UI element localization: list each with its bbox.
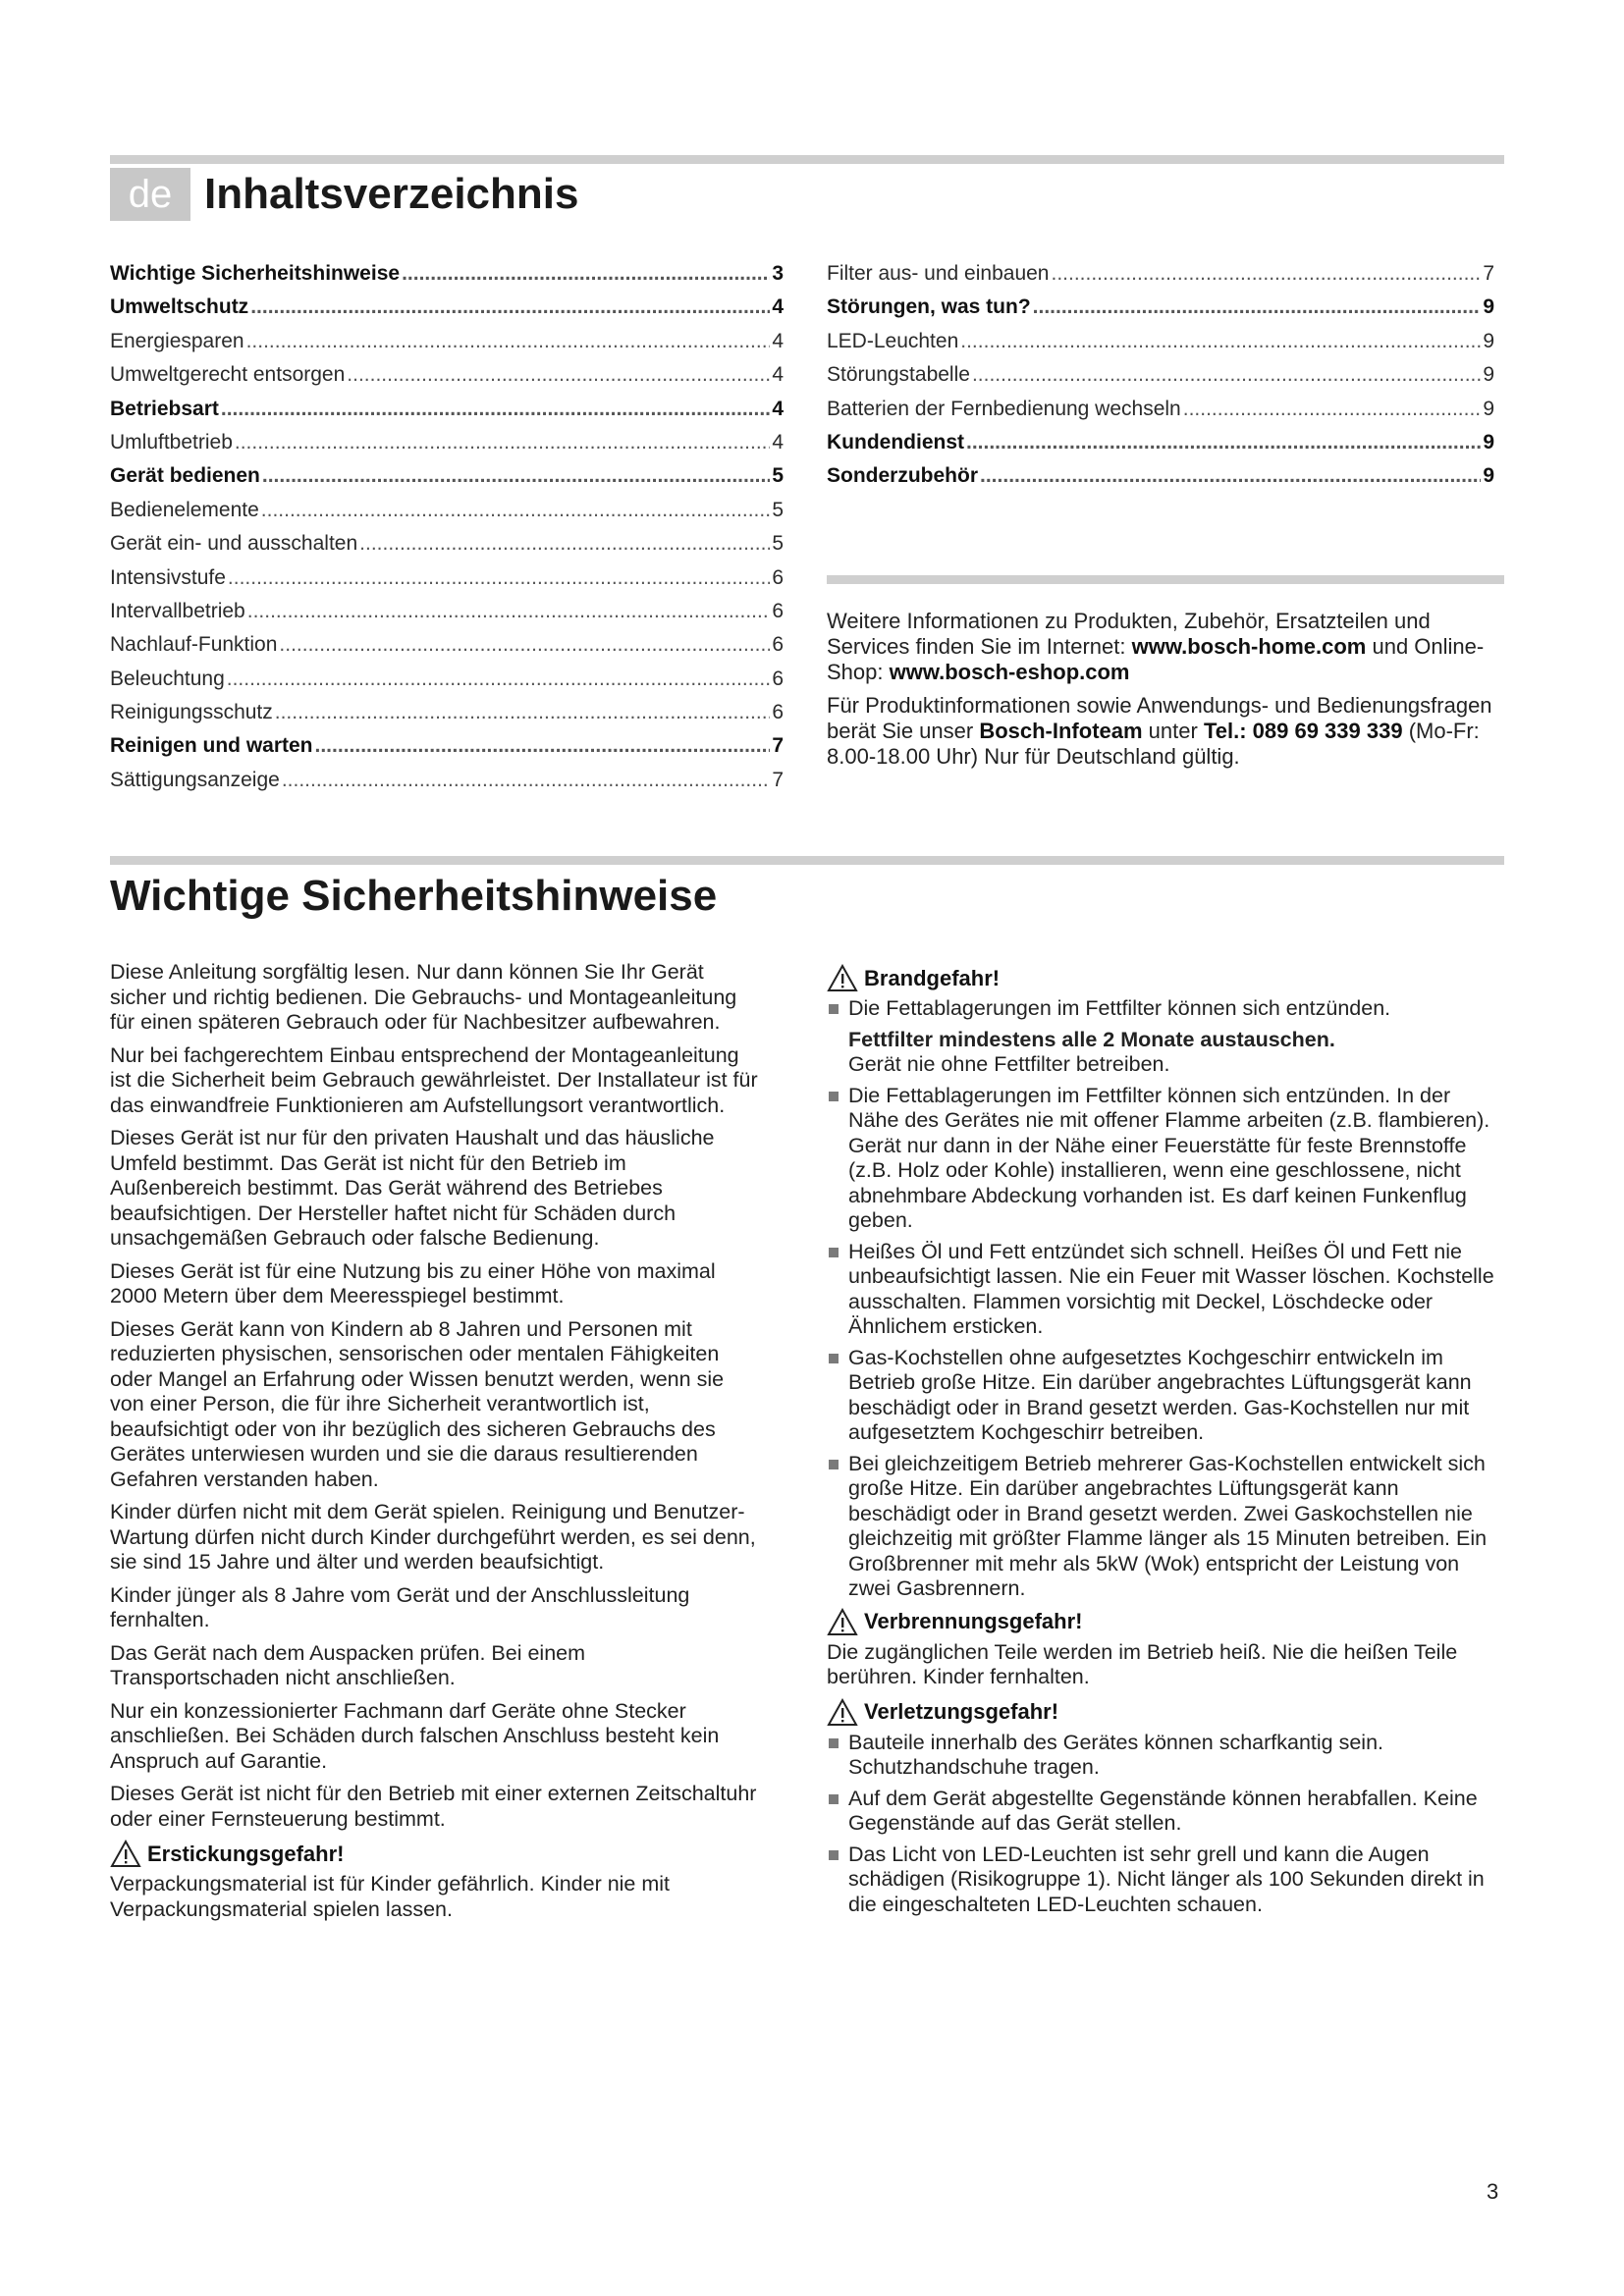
- toc-entry[interactable]: Störungen, was tun? ..... 9: [827, 291, 1494, 324]
- bullet-square-icon: [829, 1004, 839, 1014]
- safety-left-column: [110, 960, 758, 1930]
- bold-instruction: Fettfilter mindestens alle 2 Monate austauschen.: [848, 1027, 1335, 1051]
- page-number: 3: [1487, 2179, 1499, 2204]
- list-item: Auf dem Gerät abgestellte Gegenstände können herabfallen. Keine Gegenstände auf das Gerät stellen.: [827, 1787, 1504, 1837]
- toc-title: Inhaltsverzeichnis: [204, 170, 579, 218]
- safety-right-column: [827, 960, 1504, 1923]
- info-box: [827, 609, 1504, 777]
- list-item: Bauteile innerhalb des Gerätes können scharfkantig sein. Schutzhandschuhe tragen.: [827, 1731, 1504, 1781]
- paragraph: Die zugänglichen Teile werden im Betrieb heiß. Nie die heißen Teile berühren. Kinder fernhalten.: [827, 1639, 1458, 1688]
- warning-triangle-icon: [827, 964, 858, 992]
- list-item: Heißes Öl und Fett entzündet sich schnell. Heißes Öl und Fett nie unbeaufsichtigt lassen. Nie ein Feuer mit Wasser löschen. Kochstelle ausschalten. Flammen vorsichtig mit Deckel, Löschdecke oder Ähnlichem ersticken.: [827, 1240, 1504, 1340]
- toc-entry[interactable]: Umweltgerecht entsorgen ..... 4: [110, 358, 784, 392]
- toc-entry[interactable]: Reinigungsschutz ..... 6: [110, 696, 784, 729]
- paragraph: Nur bei fachgerechtem Einbau entsprechend der Montageanleitung ist die Sicherheit beim Gebrauch gewährleistet. Der Installateur ist für das einwandfreie Funktionieren am Aufstellungsort verantwortlich.: [110, 1042, 758, 1117]
- toc-entry[interactable]: Betriebsart ..... 4: [110, 393, 784, 426]
- bullet-square-icon: [829, 1794, 839, 1804]
- toc-entry[interactable]: Störungstabelle ..... 9: [827, 358, 1494, 392]
- bullet-square-icon: [829, 1092, 839, 1101]
- paragraph: Nur ein konzessionierter Fachmann darf Geräte ohne Stecker anschließen. Bei Schäden durch falschen Anschluss besteht kein Anspruch auf Garantie.: [110, 1698, 720, 1773]
- fire-warning-heading: Brandgefahr!: [827, 964, 1504, 992]
- bullet-square-icon: [829, 1738, 839, 1748]
- toc-entry[interactable]: Gerät bedienen ..... 5: [110, 459, 784, 493]
- paragraph: Kinder jünger als 8 Jahre vom Gerät und der Anschlussleitung fernhalten.: [110, 1582, 690, 1631]
- infoteam-name: Bosch-Infoteam: [979, 719, 1143, 743]
- toc-right-column: [827, 257, 1494, 494]
- paragraph: Dieses Gerät ist für eine Nutzung bis zu einer Höhe von maximal 2000 Metern über dem Meeresspiegel bestimmt.: [110, 1258, 716, 1308]
- toc-entry[interactable]: Beleuchtung ..... 6: [110, 663, 784, 696]
- toc-entry[interactable]: Batterien der Fernbedienung wechseln ..... 9: [827, 393, 1494, 426]
- paragraph: Verpackungsmaterial ist für Kinder gefährlich. Kinder nie mit Verpackungsmaterial spielen lassen.: [110, 1872, 671, 1921]
- section-rule: [110, 856, 1504, 865]
- paragraph: Dieses Gerät kann von Kindern ab 8 Jahren und Personen mit reduzierten physischen, sensorischen oder mentalen Fähigkeiten oder Mangel an Erfahrung oder Wissen benutzt werden, wenn sie von einer Person, die für ihre Sicherheit verantwortlich ist, beaufsichtigt oder von ihr bezüglich des sicheren Gebrauchs des Gerätes unterwiesen wurden und sie die daraus resultierenden Gefahren verstanden haben.: [110, 1316, 725, 1491]
- list-item: Gas-Kochstellen ohne aufgesetztes Kochgeschirr entwickeln im Betrieb große Hitze. Ein darüber angebrachtes Lüftungsgerät kann beschädigt oder in Brand gesetzt werden. Gas-Kochstellen nur mit aufgesetztem Kochgeschirr betreiben.: [827, 1346, 1504, 1446]
- info-paragraph: Für Produktinformationen sowie Anwendungs- und Bedienungsfragen berät Sie unser Bosch-Infoteam unter Tel.: 089 69 339 339 (Mo-Fr: 8.00-18.00 Uhr) Nur für Deutschland gültig.: [827, 693, 1492, 769]
- section-title: Wichtige Sicherheitshinweise: [110, 872, 718, 920]
- list-item: Das Licht von LED-Leuchten ist sehr grell und kann die Augen schädigen (Risikogruppe 1). Nicht länger als 100 Sekunden direkt in die eingeschalteten LED-Leuchten schauen.: [827, 1842, 1504, 1918]
- phone-number: Tel.: 089 69 339 339: [1203, 719, 1403, 743]
- toc-entry[interactable]: Intervallbetrieb ..... 6: [110, 595, 784, 628]
- warning-triangle-icon: [827, 1698, 858, 1727]
- language-badge: de: [110, 168, 190, 221]
- toc-entry[interactable]: Bedienelemente ..... 5: [110, 494, 784, 527]
- paragraph: Diese Anleitung sorgfältig lesen. Nur dann können Sie Ihr Gerät sicher und richtig bedienen. Die Gebrauchs- und Montageanleitung für einen späteren Gebrauch oder für Nachbesitzer aufbewahren.: [110, 960, 737, 1034]
- warning-triangle-icon: [827, 1608, 858, 1636]
- toc-entry[interactable]: Sättigungsanzeige ..... 7: [110, 764, 784, 797]
- toc-entry[interactable]: Energiesparen ..... 4: [110, 325, 784, 358]
- toc-entry[interactable]: Wichtige Sicherheitshinweise ..... 3: [110, 257, 784, 291]
- toc-entry[interactable]: Nachlauf-Funktion ..... 6: [110, 628, 784, 662]
- list-item: Die Fettablagerungen im Fettfilter können sich entzünden. In der Nähe des Gerätes nie mit offener Flamme arbeiten (z.B. flambieren). Gerät nur dann in der Nähe einer Feuerstätte für feste Brennstoffe (z.B. Holz oder Kohle) installieren, wenn eine geschlossene, nicht abnehmbare Abdeckung vorhanden ist. Es darf keinen Funkenflug geben.: [827, 1084, 1504, 1234]
- toc-left-column: [110, 257, 784, 797]
- bullet-square-icon: [829, 1850, 839, 1860]
- info-paragraph: Weitere Informationen zu Produkten, Zubehör, Ersatzteilen und Services finden Sie im Internet: www.bosch-home.com und Online-Shop: www.bosch-eshop.com: [827, 609, 1485, 684]
- toc-entry[interactable]: LED-Leuchten ..... 9: [827, 325, 1494, 358]
- toc-entry[interactable]: Umluftbetrieb ..... 4: [110, 426, 784, 459]
- toc-entry[interactable]: Intensivstufe ..... 6: [110, 561, 784, 595]
- bullet-square-icon: [829, 1460, 839, 1469]
- toc-entry[interactable]: Kundendienst ..... 9: [827, 426, 1494, 459]
- paragraph: Kinder dürfen nicht mit dem Gerät spielen. Reinigung und Benutzer-Wartung dürfen nicht durch Kinder durchgeführt werden, es sei denn, sie sind 15 Jahre und älter und werden beaufsichtigt.: [110, 1500, 756, 1574]
- warning-triangle-icon: [110, 1840, 141, 1868]
- injury-warning-heading: Verletzungsgefahr!: [827, 1698, 1504, 1727]
- suffocation-warning-heading: Erstickungsgefahr!: [110, 1840, 758, 1868]
- toc-entry[interactable]: Filter aus- und einbauen ..... 7: [827, 257, 1494, 291]
- website-link[interactable]: www.bosch-home.com: [1131, 634, 1367, 659]
- toc-entry[interactable]: Reinigen und warten ..... 7: [110, 729, 784, 763]
- note: Gerät nie ohne Fettfilter betreiben.: [848, 1052, 1170, 1076]
- toc-entry[interactable]: Umweltschutz ..... 4: [110, 291, 784, 324]
- toc-header: [110, 165, 578, 224]
- burn-warning-heading: Verbrennungsgefahr!: [827, 1608, 1504, 1636]
- paragraph: Das Gerät nach dem Auspacken prüfen. Bei einem Transportschaden nicht anschließen.: [110, 1640, 586, 1689]
- list-item: Die Fettablagerungen im Fettfilter können sich entzünden.: [827, 996, 1504, 1022]
- bullet-square-icon: [829, 1248, 839, 1257]
- toc-entry[interactable]: Gerät ein- und ausschalten ..... 5: [110, 527, 784, 561]
- list-item: Bei gleichzeitigem Betrieb mehrerer Gas-Kochstellen entwickelt sich große Hitze. Ein darüber angebrachtes Lüftungsgerät kann beschädigt oder in Brand gesetzt werden. Zwei Gaskochstellen nie gleichzeitig mit größter Flamme länger als 15 Minuten betreiben. Ein Großbrenner mit mehr als 5kW (Wok) entspricht der Leistung von zwei Gasbrennern.: [827, 1452, 1504, 1602]
- info-rule: [827, 575, 1504, 584]
- bullet-square-icon: [829, 1354, 839, 1363]
- paragraph: Dieses Gerät ist nicht für den Betrieb mit einer externen Zeitschaltuhr oder einer Fernsteuerung bestimmt.: [110, 1782, 757, 1831]
- paragraph: Dieses Gerät ist nur für den privaten Haushalt und das häusliche Umfeld bestimmt. Das Gerät ist nicht für den Betrieb im Außenbereich bestimmt. Das Gerät während des Betriebes beaufsichtigen. Der Hersteller haftet nicht für Schäden durch unsachgemäßen Gebrauch oder falsche Bedienung.: [110, 1126, 715, 1250]
- eshop-link[interactable]: www.bosch-eshop.com: [889, 660, 1130, 684]
- toc-entry[interactable]: Sonderzubehör ..... 9: [827, 459, 1494, 493]
- top-rule: [110, 155, 1504, 164]
